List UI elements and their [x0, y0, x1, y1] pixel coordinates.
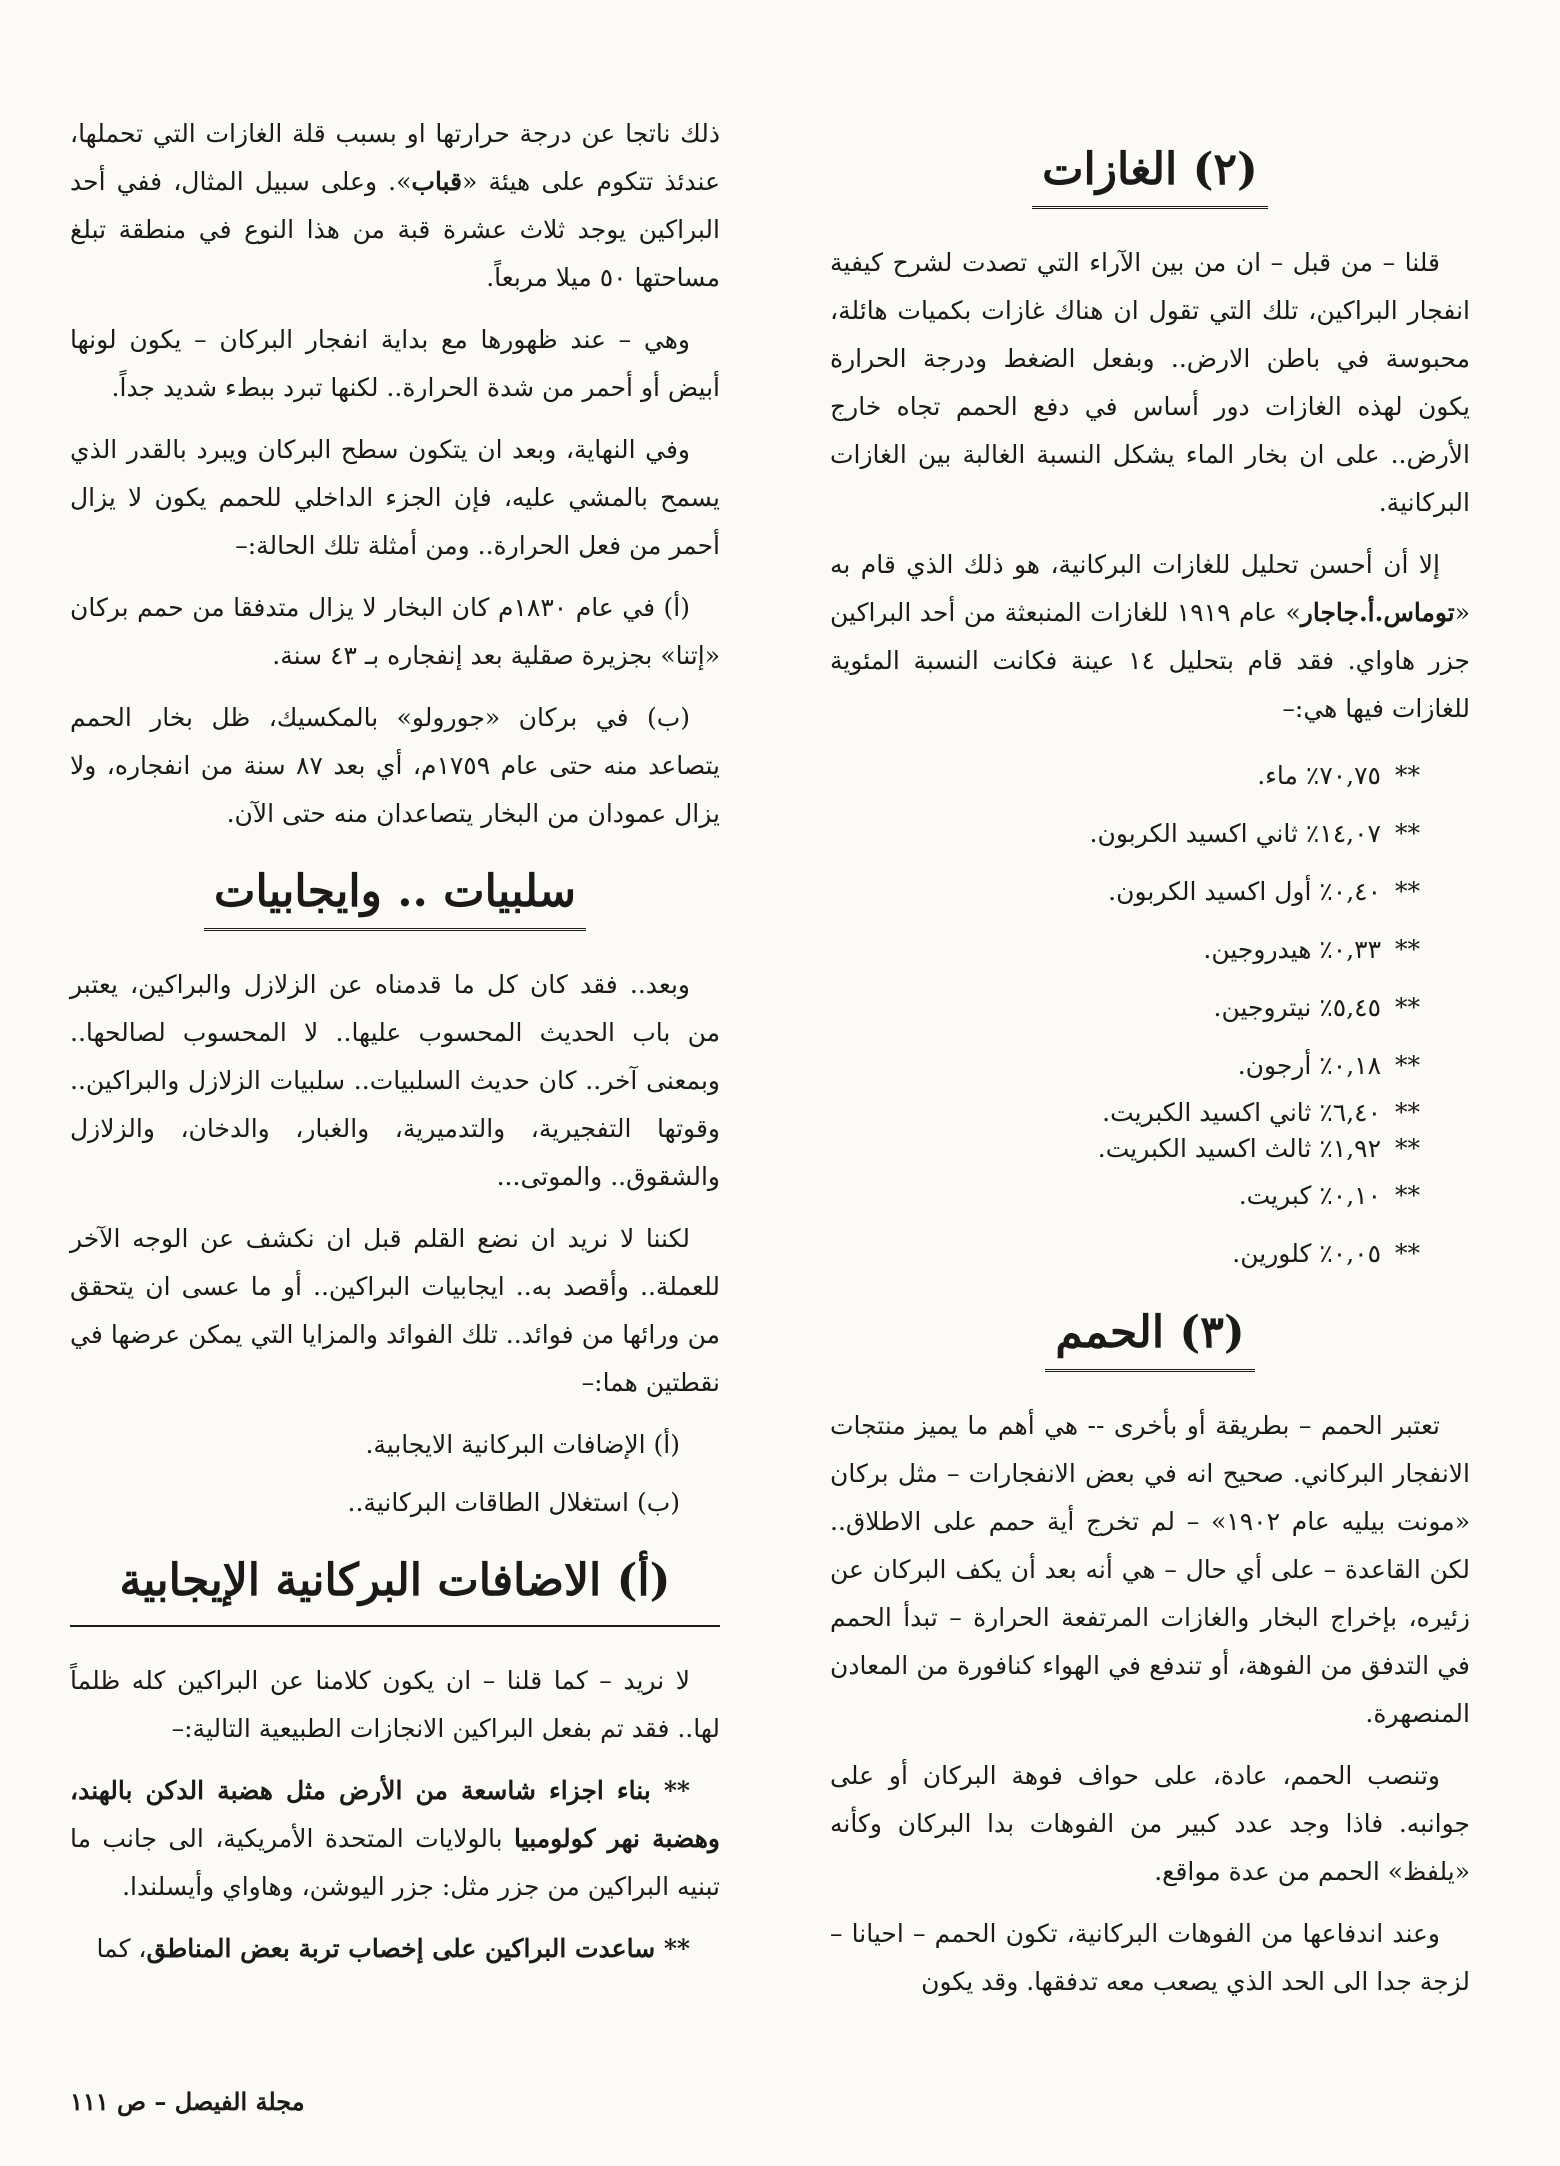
page-footer: مجلة الفيصل – ص ١١١	[70, 2087, 305, 2116]
paragraph: (أ) في عام ١٨٣٠م كان البخار لا يزال متدفقا من حمم بركان «إتنا» بجزيرة صقلية بعد إنفجاره بـ ٤٣ سنة.	[70, 593, 720, 670]
list-item: **٧٠,٧٥٪ ماء.	[1257, 761, 1420, 790]
list-item: **٠,٣٣٪ هيدروجين.	[1203, 935, 1420, 964]
section-title-pros-cons: سلبيات .. وايجابيات	[70, 862, 720, 931]
term-highlight: قباب	[411, 167, 463, 196]
section-title-additions: (أ) الاضافات البركانية الإيجابية	[70, 1551, 720, 1627]
paragraph: قلنا – من قبل – ان من بين الآراء التي تصدت لشرح كيفية انفجار البراكين، تلك التي تقول ان هناك غازات بكميات هائلة، محبوسة في باطن الارض.. وبفعل الضغط ودرجة الحرارة يكون لهذه الغازات دور أساس في دفع الحمم تجاه خارج الأرض.. على ان بخار الماء يشكل النسبة الغالبة بين الغازات البركانية.	[830, 248, 1470, 517]
list-item: **٦,٤٠٪ ثاني اكسيد الكبريت.	[1102, 1098, 1420, 1127]
sub-point: (ب) استغلال الطاقات البركانية..	[347, 1488, 680, 1517]
list-item: **٠,١٨٪ أرجون.	[1237, 1051, 1420, 1080]
list-item: **١,٩٢٪ ثالث اكسيد الكبريت.	[1097, 1134, 1420, 1163]
list-item: **١٤,٠٧٪ ثاني اكسيد الكربون.	[1089, 819, 1420, 848]
section-title-gases: (٢) الغازات	[830, 140, 1470, 209]
list-item: **٠,٤٠٪ أول اكسيد الكربون.	[1108, 877, 1420, 906]
paragraph: تعتبر الحمم – بطريقة أو بأخرى -- هي أهم ما يميز منتجات الانفجار البركاني. صحيح انه في بعض الانفجارات – مثل بركان «مونت بيليه عام ١٩٠٢» – لم تخرج أية حمم على الاطلاق.. لكن القاعدة – على أي حال – هي أنه بعد أن يكف البركان عن زئيره، بإخراج البخار والغازات المرتفعة الحرارة – تبدأ الحمم في التدفق من الفوهة، أو تندفع في الهواء كنافورة من المعادن المنصهرة.	[830, 1411, 1470, 1728]
paragraph: وعند اندفاعها من الفوهات البركانية، تكون الحمم – احيانا – لزجة جدا الى الحد الذي يصعب معه تدفقها. وقد يكون	[830, 1919, 1470, 1996]
paragraph: ** بناء اجزاء شاسعة من الأرض مثل هضبة الدكن بالهند، وهضبة نهر كولومبيا بالولايات المتحدة الأمريكية، الى جانب ما تبنيه البراكين من جزر مثل: جزر اليوشن، وهاواي وأيسلندا.	[70, 1776, 720, 1901]
right-column	[830, 140, 1470, 2020]
paragraph: لكننا لا نريد ان نضع القلم قبل ان نكشف عن الوجه الآخر للعملة.. وأقصد به.. ايجابيات البراكين.. أو ما عسى ان يتحقق من ورائها من فوائد.. تلك الفوائد والمزايا التي يمكن عرضها في نقطتين هما:–	[70, 1224, 720, 1397]
paragraph: ذلك ناتجا عن درجة حرارتها او بسبب قلة الغازات التي تحملها، عندئذ تتكوم على هيئة «قباب». وعلى سبيل المثال، ففي أحد البراكين يوجد ثلاث عشرة قبة من هذا النوع في منطقة تبلغ مساحتها ٥٠ ميلا مربعاً.	[70, 119, 721, 292]
paragraph: لا نريد – كما قلنا – ان يكون كلامنا عن البراكين كله ظلماً لها.. فقد تم بفعل البراكين الانجازات الطبيعية التالية:–	[70, 1666, 720, 1743]
paragraph: ** ساعدت البراكين على إخصاب تربة بعض المناطق، كما	[96, 1934, 690, 1963]
paragraph: وفي النهاية، وبعد ان يتكون سطح البركان ويبرد بالقدر الذي يسمح بالمشي عليه، فإن الجزء الداخلي للحمم يكون لا يزال أحمر من فعل الحرارة.. ومن أمثلة تلك الحالة:–	[70, 435, 720, 560]
sub-point: (أ) الإضافات البركانية الايجابية.	[365, 1430, 680, 1459]
list-item: **٠,١٠٪ كبريت.	[1238, 1181, 1420, 1210]
name-highlight: توماس.أ.جاجار	[1300, 598, 1455, 627]
paragraph: وتنصب الحمم، عادة، على حواف فوهة البركان أو على جوانبه. فاذا وجد عدد كبير من الفوهات بدا البركان وكأنه «يلفظ» الحمم من عدة مواقع.	[830, 1761, 1470, 1886]
list-item: **٠,٠٥٪ كلورين.	[1232, 1239, 1420, 1268]
section-title-lava: (٣) الحمم	[830, 1303, 1470, 1372]
list-item: **٥,٤٥٪ نيتروجين.	[1213, 993, 1420, 1022]
left-column	[70, 110, 720, 1987]
paragraph: إلا أن أحسن تحليل للغازات البركانية، هو ذلك الذي قام به «توماس.أ.جاجار» عام ١٩١٩ للغازات المنبعثة من أحد البراكين جزر هاواي. فقد قام بتحليل ١٤ عينة فكانت النسبة المئوية للغازات فيها هي:–	[830, 550, 1471, 723]
paragraph: وبعد.. فقد كان كل ما قدمناه عن الزلازل والبراكين، يعتبر من باب الحديث المحسوب عليها.. لا المحسوب لصالحها.. وبمعنى آخر.. كان حديث السلبيات.. سلبيات الزلازل والبراكين.. وقوتها التفجيرية، والتدميرية، والغبار، والدخان، والزلازل والشقوق.. والموتى...	[70, 970, 720, 1191]
gas-composition-list	[830, 747, 1470, 1283]
paragraph: (ب) في بركان «جورولو» بالمكسيك، ظل بخار الحمم يتصاعد منه حتى عام ١٧٥٩م، أي بعد ٨٧ سنة من انفجاره، ولا يزال عمودان من البخار يتصاعدان منه حتى الآن.	[70, 703, 721, 828]
paragraph: وهي – عند ظهورها مع بداية انفجار البركان – يكون لونها أبيض أو أحمر من شدة الحرارة.. لكنها تبرد ببطء شديد جداً.	[70, 325, 720, 402]
